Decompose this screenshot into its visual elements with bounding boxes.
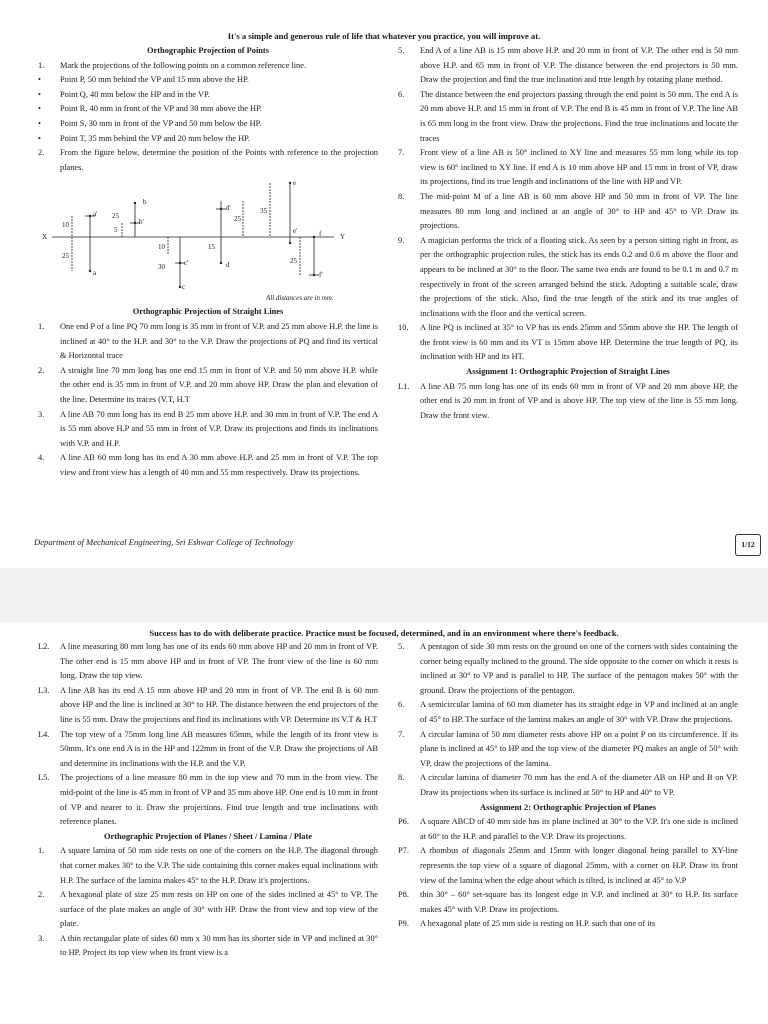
question-l5 xyxy=(38,771,378,829)
question-text: A rhombus of diagonals 25mm and 15mm with longer diagonal being parallel to XY-line represents the top view of a square of diagonal 25mm, with a corner on H.P. Draw its front view of the lamina when the edge about which is tilted, is inclined at 45° to V.P xyxy=(420,846,738,885)
dim-25d: 25 xyxy=(290,257,297,266)
dim-15: 15 xyxy=(208,243,215,252)
section-heading: Orthographic Projection of Points xyxy=(147,46,269,55)
page-1-left-column xyxy=(38,44,378,480)
page-number-badge: 1/12 xyxy=(735,534,761,556)
question-text: One end P of a line PQ 70 mm long is 35 mm in front of V.P. and 25 mm above H.P. the line is inclined at 40° to the H.P. and 30° to the V.P. Draw the projections of PQ and find its vertical & Horizontal trace xyxy=(60,321,378,361)
question-text: A line measuring 80 mm long has one of its ends 60 mm above HP and 20 mm in front of VP. The other end is 15 mm above HP and in front of VP. The front view of the line is 60 mm long. Draw the top view. xyxy=(60,642,378,681)
projection-diagram xyxy=(38,179,358,303)
question-text: A hexagonal plate of 25 mm side is resting on H.P. such that one of its xyxy=(420,919,656,929)
page-footer: Department of Mechanical Engineering, Sri Eshwar College of Technology xyxy=(34,537,294,547)
x-label: X xyxy=(42,233,48,242)
question-number: 8. xyxy=(398,191,405,201)
dim-10b: 10 xyxy=(158,243,165,252)
question-number: 6. xyxy=(398,700,405,710)
e-label: e xyxy=(293,179,297,188)
question-number: • xyxy=(38,118,41,128)
question-text: A line PQ is inclined at 35° to VP has its ends 25mm and 55mm above the HP. The length of the front view is 60 mm and its VT is 15mm above HP. Determine the true length of PQ, its inclination with HP and its HT. xyxy=(420,323,738,362)
question-number: L3. xyxy=(38,685,50,695)
page-gap xyxy=(0,568,768,622)
question-number: L4. xyxy=(38,729,50,739)
section-heading: Assignment 2: Orthographic Projection of Planes xyxy=(480,802,656,812)
section-heading: Orthographic Projection of Planes / Sheet / Lamina / Plate xyxy=(103,831,313,841)
question-10 xyxy=(398,321,738,365)
y-label: Y xyxy=(340,233,346,242)
question-number: 6. xyxy=(398,89,405,99)
question-number: P7. xyxy=(398,846,409,856)
question-bullet xyxy=(38,88,378,103)
question-text: A semicircular lamina of 60 mm diameter has its straight edge in VP and inclined at an angle of 45° to HP. The surface of the lamina makes an angle of 30° with VP. Draw the projections. xyxy=(420,700,738,724)
page-2-right-column xyxy=(398,640,738,932)
question-text: A straight line 70 mm long has one end 15 mm in front of V.P. and 50 mm above H.P. while the other end is 35 mm in front of V.P. and 20 mm above HP. Draw the plan and elevation of the line. Determine its traces (V.T, H.T xyxy=(60,365,378,404)
question-number: • xyxy=(38,89,41,99)
question-text: Point P, 50 mm behind the VP and 15 mm above the HP. xyxy=(60,75,249,85)
question-text: The mid-point M of a line AB is 60 mm above HP and 50 mm in front of VP. The line measures 80 mm long and inclined at an angle of 30° to HP and 45° to VP. Draw its projections. xyxy=(420,191,738,231)
question-text: A line AB 70 mm long has its end B 25 mm above H.P. and 30 mm in front of V.P. The end A is 55 mm above H.P and 55 mm in front of V.P. Draw its projections and finds its inclinations with V.P. and H.P. xyxy=(60,409,378,448)
question-5 xyxy=(398,640,738,698)
dim-25b: 25 xyxy=(112,212,119,221)
question-text: The distance between the end projectors passing through the end point is 50 mm. The end A is 20 mm above H.P. and 15 mm in front of V.P. The end B is 45 mm in front of V.P. The line AB is 65 mm long in the front view. Draw the projections. Find the true inclinations and locate the traces xyxy=(420,89,738,143)
question-number: 8. xyxy=(398,773,405,783)
question-number: 7. xyxy=(398,148,405,158)
question-5 xyxy=(398,44,738,88)
question-7 xyxy=(398,728,738,772)
question-text: Mark the projections of the following points on a common reference line. xyxy=(60,60,307,70)
question-text: A thin rectangular plate of sides 60 mm x 30 mm has its shorter side in VP and inclined at 30° to HP. Project its top view when its front view is a xyxy=(60,933,378,958)
a-label: a xyxy=(93,269,97,278)
question-number: L5. xyxy=(38,773,50,783)
page-2 xyxy=(0,622,768,1024)
question-l1 xyxy=(398,380,738,424)
question-text: The projections of a line measure 80 mm in the top view and 70 mm in the front view. The mid-point of the line is 45 mm in front of VP and 35 mm above HP. One end is 10 mm in front of VP and nearer to it. Draw the projections. Find true length and true inclinations with reference planes. xyxy=(60,773,378,827)
question-bullet xyxy=(38,117,378,132)
question-text: A hexagonal plate of size 25 mm rests on HP on one of the sides inclined at 45° to VP. The surface of the plate makes an angle of 30° with HP. Draw the front view and top view of the plate. xyxy=(60,890,378,929)
question-number: 2. xyxy=(38,890,45,900)
c-label: c xyxy=(182,283,186,292)
question-number: 3. xyxy=(38,409,45,419)
question-number: 1. xyxy=(38,846,45,856)
question-text: A magician performs the trick of a floating stick. As seen by a person sitting right in front, as per the orthographic projection rules, the stick has its ends 0.2 and 0.6 m above the floor and appears to be inclined at 30° to the floor. The same two ends are found to be 0.1 m and 0.7 m respectively in front of the screen arranged behind the stick. Adopting a suitable scale, draw the projections of the stick. Also, find the true length of the stick and its true angles of inclinations with the floor and the vertical screen. xyxy=(420,235,738,318)
f-label: f xyxy=(319,230,322,239)
question-number: 1. xyxy=(38,321,45,331)
question-number: • xyxy=(38,75,41,85)
question-number: 7. xyxy=(398,729,405,739)
d-prime-label: d' xyxy=(226,204,231,213)
question-4 xyxy=(38,451,378,480)
question-1 xyxy=(38,844,378,888)
question-2 xyxy=(38,888,378,932)
question-number: 2. xyxy=(38,365,45,375)
question-number: 1. xyxy=(38,60,45,70)
section-heading: Assignment 1: Orthographic Projection of Straight Lines xyxy=(466,367,670,377)
question-text: A line AB has its end A 15 mm above HP and 20 mm in front of VP. The end B is 60 mm above HP and the line is inclined at 30° to HP. The distance between the end projectors of the line is 55 mm. Draw the projections and find its inclinations with VP. Determine its V.T & H.T xyxy=(60,685,378,724)
question-l3 xyxy=(38,684,378,728)
dim-25c: 25 xyxy=(234,215,241,224)
e-prime-label: e' xyxy=(293,227,298,236)
question-number: L2. xyxy=(38,642,50,651)
question-text: A square lamina of 50 mm side rests on one of the corners on the H.P. The diagonal through that corner makes 30° to the V.P. The side containing this corner makes equal inclinations with H.P. The surface of the lamina makes 45° to the H.P. Draw it's projections. xyxy=(60,846,378,885)
question-text: A circular lamina of diameter 70 mm has the end A of the diameter AB on HP and B on VP. Draw its projections when its surface is inclined at 50° to HP and 40° to VP. xyxy=(420,773,738,797)
question-7 xyxy=(398,146,738,190)
question-number: 2. xyxy=(38,148,45,158)
question-text: Point S, 30 mm in front of the VP and 50 mm below the HP. xyxy=(60,118,262,128)
question-number: L1. xyxy=(398,381,410,391)
figure-note: All distances are in mm. xyxy=(266,294,334,303)
page-1-right-column xyxy=(398,44,738,423)
d-label: d xyxy=(226,261,230,270)
question-bullet xyxy=(38,73,378,88)
f-prime-label: f' xyxy=(319,271,323,280)
question-1 xyxy=(38,59,378,74)
question-number: P6. xyxy=(398,817,409,827)
question-text: Point R, 40 mm in front of the VP and 30 mm above the HP. xyxy=(60,104,262,114)
question-1 xyxy=(38,320,378,364)
section-heading: Orthographic Projection of Straight Lines xyxy=(132,307,284,317)
page-2-left-column xyxy=(38,640,378,961)
question-number: 4. xyxy=(38,453,45,463)
page-1-motto: It's a simple and generous rule of life that whatever you practice, you will improve at. xyxy=(227,31,541,41)
question-2 xyxy=(38,364,378,408)
question-text: A circular lamina of 50 mm diameter rests above HP on a point P on its circumference. If its plane is inclined at 45° to HP and the top view of the diameter PQ makes an angle of 50° with VP, draw the projections of the lamina. xyxy=(420,729,738,768)
question-text: Point T, 35 mm behind the VP and 20 mm below the HP. xyxy=(60,133,250,143)
c-prime-label: c' xyxy=(184,259,189,268)
question-text: A pentagon of side 30 mm rests on the ground on one of the corners with sides containing the corner being equally inclined to the ground. The side opposite to the corner on which it rests is inclined at 30° to VP and is parallel to HP. The surface of the pentagon makes 50° with the ground. Draw the projections of the pentagon. xyxy=(420,642,738,695)
question-number: 9. xyxy=(398,235,405,245)
question-6 xyxy=(398,698,738,727)
question-text: Point Q, 40 mm below the HP and in the VP. xyxy=(60,89,210,99)
question-9 xyxy=(398,234,738,322)
points-projection-figure xyxy=(38,179,358,303)
question-text: The top view of a 75mm long line AB measures 65mm, while the length of its front view is 50mm. It's one end A is in the HP and 122mm in front of the V.P. Draw the projections of AB and determine its inclinations with the H.P. and the V.P. xyxy=(60,729,378,768)
question-l4 xyxy=(38,728,378,772)
question-3 xyxy=(38,932,378,961)
question-number: P8. xyxy=(398,890,409,900)
b-prime-label: b' xyxy=(139,218,144,227)
dim-30: 30 xyxy=(158,263,165,272)
question-6 xyxy=(398,88,738,146)
question-text: From the figure below, determine the position of the Points with reference to the projection planes. xyxy=(60,148,378,172)
question-text: End A of a line AB is 15 mm above H.P. and 20 mm in front of V.P. The other end is 50 mm above H.P. and 65 mm in front of V.P. The distance between the end projectors is 50 mm. Draw the projection and find the true inclination and true length by rotating plane method. xyxy=(420,46,738,85)
question-number: 3. xyxy=(38,933,45,943)
question-number: P9. xyxy=(398,919,409,929)
question-l2 xyxy=(38,640,378,684)
question-3 xyxy=(38,408,378,452)
question-number: 5. xyxy=(398,642,405,651)
dim-5: 5 xyxy=(114,226,118,235)
question-bullet xyxy=(38,132,378,147)
question-p9 xyxy=(398,917,738,932)
question-text: A line AB 75 mm long has one of its ends 60 mm in front of VP and 20 mm above HP, the other end is 20 mm in front of VP and is above HP. The top view of the line is 55 mm long. Draw the front view. xyxy=(420,381,738,420)
dim-10: 10 xyxy=(62,221,69,230)
question-2 xyxy=(38,146,378,175)
question-number: • xyxy=(38,104,41,114)
b-label: b xyxy=(143,198,147,207)
question-text: A line AB 60 mm long has its end A 30 mm above H.P. and 25 mm in front of V.P. The top view and front view has a length of 40 mm and 55 mm respectively. Draw its projections. xyxy=(60,453,378,477)
question-number: • xyxy=(38,133,41,143)
question-p8 xyxy=(398,888,738,917)
question-text: A square ABCD of 40 mm side has its plane inclined at 30° to the V.P. It's one side is inclined at 60° to the H.P. and parallel to the V.P. Draw its projections. xyxy=(420,817,738,841)
question-number: 10. xyxy=(398,323,409,333)
a-prime-label: a' xyxy=(93,210,98,219)
question-text: Front view of a line AB is 50° inclined to XY line and measures 55 mm long while its top view is 60° inclined to XY line. If end A is 10 mm above HP and 15 mm in front of VP, draw its projections, find its true length and inclinations of the line with HP and VP. xyxy=(420,148,738,187)
dim-25: 25 xyxy=(62,252,69,261)
question-bullet xyxy=(38,102,378,117)
question-p7 xyxy=(398,844,738,888)
question-text: thin 30° – 60° set-square has its longest edge in V.P. and inclined at 30° to H.P. Its surface makes 45° with V.P. Draw its projections. xyxy=(420,890,738,914)
question-8 xyxy=(398,771,738,800)
question-number: 5. xyxy=(398,46,405,55)
question-8 xyxy=(398,190,738,234)
page-2-motto: Success has to do with deliberate practice. Practice must be focused, determined, and in an environment where there's feedback. xyxy=(149,628,619,638)
question-p6 xyxy=(398,815,738,844)
dim-35: 35 xyxy=(260,207,267,216)
